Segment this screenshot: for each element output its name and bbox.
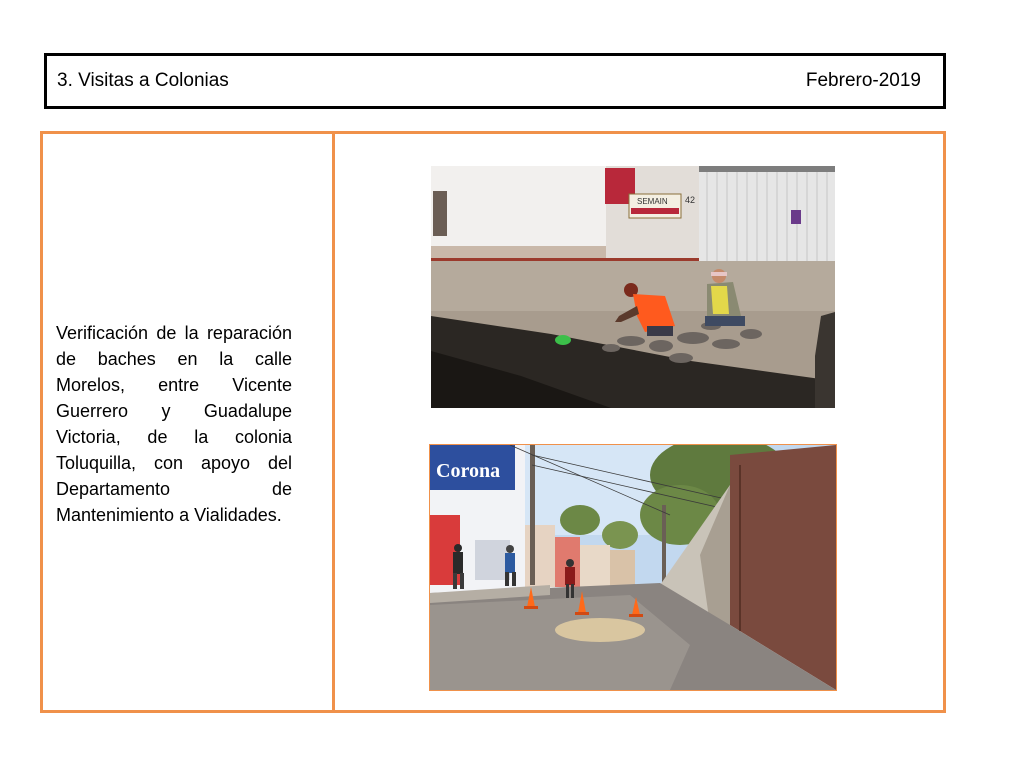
billboard-text: Corona [436,460,501,482]
header-date: Febrero-2019 [805,70,921,91]
house-number: 42 [685,195,696,205]
header-box [44,53,946,109]
column-divider [332,131,335,713]
section-title: 3. Visitas a Colonias [57,70,229,91]
street-cones-photo [430,445,836,690]
semain-sign-text: SEMAIN [637,197,668,206]
description-text: Verificación de la reparación de baches en la calle Morelos, entre Vicente Guerrero y Guadalupe Victoria, de la colonia Toluquilla, con apoyo del Departamento de Mantenimiento a Vialidades. [56,323,292,525]
pothole-repair-photo [431,166,835,408]
